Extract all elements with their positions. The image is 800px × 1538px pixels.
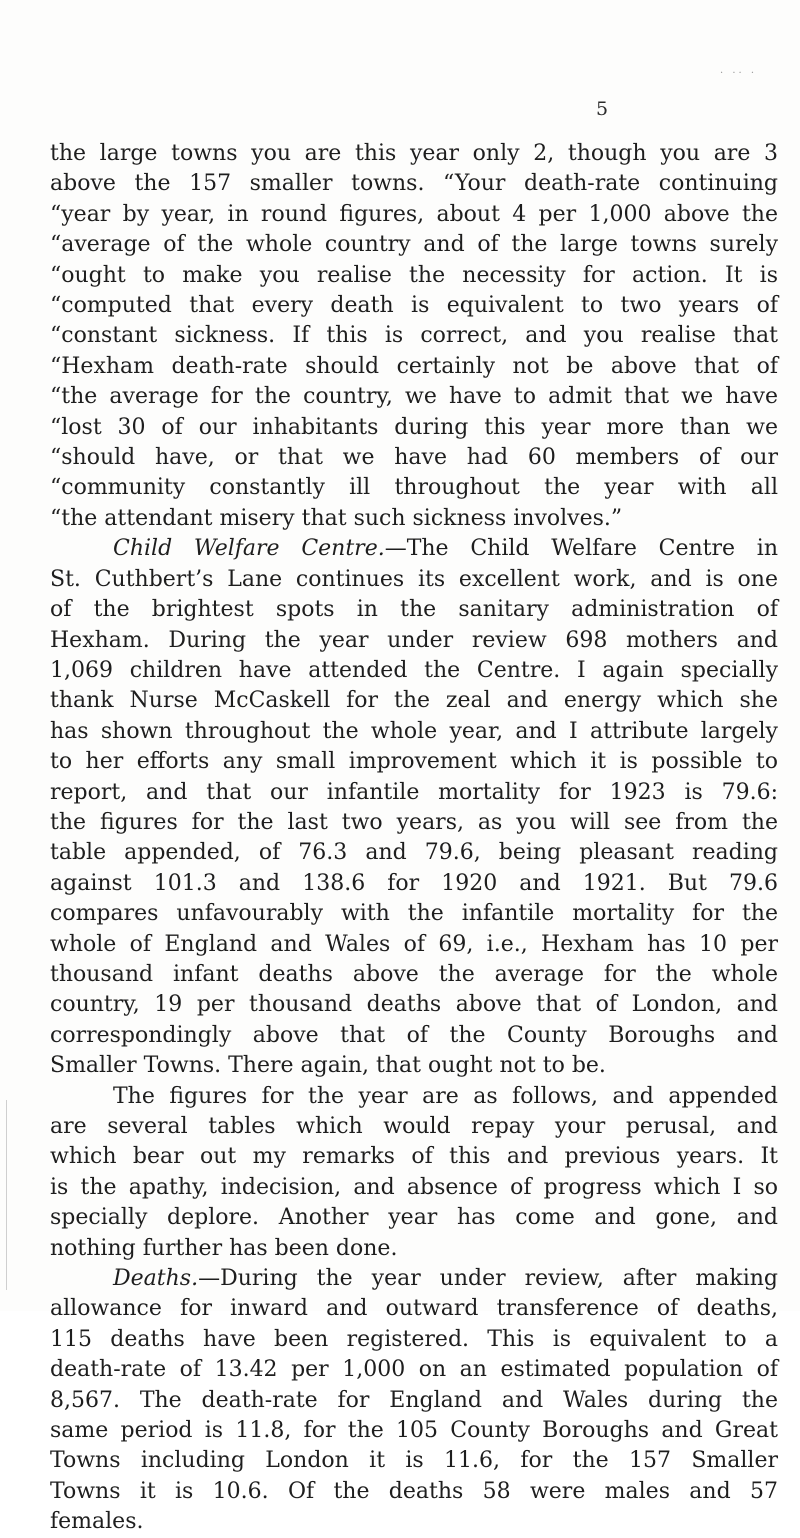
text-line: Hexham. During the year under review 698 mothers and xyxy=(50,627,778,653)
text-line: “the attendant misery that such sickness involves.” xyxy=(50,505,623,531)
page-number: 5 xyxy=(596,98,609,120)
text-line: “the average for the country, we have to admit that we have xyxy=(50,384,778,410)
text-line xyxy=(50,534,778,564)
text-line: whole of England and Wales of 69, i.e., Hexham has 10 per xyxy=(50,931,778,957)
scan-edge-line xyxy=(6,1100,7,1290)
text-line: is the apathy, indecision, and absence of progress which I so xyxy=(50,1174,778,1200)
section-heading-child-welfare: Child Welfare Centre. xyxy=(113,536,385,562)
text-line: report, and that our infantile mortality for 1923 is 79.6: xyxy=(50,779,778,805)
text-line: Towns including London it is 11.6, for the 157 Smaller xyxy=(50,1448,778,1474)
paragraph-child-welfare xyxy=(50,534,778,1081)
text-line: specially deplore. Another year has come and gone, and xyxy=(50,1205,778,1231)
text-run: —During the year under review, after making xyxy=(198,1266,778,1292)
text-line: the figures for the last two years, as you will see from the xyxy=(50,809,778,835)
text-line: St. Cuthbert’s Lane continues its excellent work, and is one xyxy=(50,566,778,592)
text-line: country, 19 per thousand deaths above that of London, and xyxy=(50,992,778,1018)
text-line: which bear out my remarks of this and previous years. It xyxy=(50,1144,778,1170)
text-run: —The Child Welfare Centre in xyxy=(384,536,778,562)
text-line: same period is 11.8, for the 105 County Boroughs and Great xyxy=(50,1418,778,1444)
text-line: “constant sickness. If this is correct, and you realise that xyxy=(50,323,778,349)
text-line: against 101.3 and 138.6 for 1920 and 1921. But 79.6 xyxy=(50,870,778,896)
text-line xyxy=(50,1264,778,1294)
text-line: 115 deaths have been registered. This is equivalent to a xyxy=(50,1326,778,1352)
text-line: 8,567. The death-rate for England and Wales during the xyxy=(50,1387,778,1413)
text-line: has shown throughout the whole year, and I attribute largely xyxy=(50,718,778,744)
text-line: are several tables which would repay your perusal, and xyxy=(50,1114,778,1139)
paragraph-quotation xyxy=(50,139,778,534)
text-line: thank Nurse McCaskell for the zeal and energy which she xyxy=(50,688,778,714)
scan-specks: · ·· · xyxy=(720,68,758,79)
text-line: Smaller Towns. There again, that ought not to be. xyxy=(50,1053,606,1079)
text-line: to her efforts any small improvement which it is possible to xyxy=(50,749,778,775)
text-line: allowance for inward and outward transference of deaths, xyxy=(50,1296,778,1322)
text-line: table appended, of 76.3 and 79.6, being pleasant reading xyxy=(50,840,778,866)
text-line: females. xyxy=(50,1509,144,1535)
text-line: “computed that every death is equivalent to two years of xyxy=(50,293,778,319)
text-line: nothing further has been done. xyxy=(50,1235,398,1261)
text-line: death-rate of 13.42 per 1,000 on an estimated population of xyxy=(50,1357,778,1383)
text-line: “lost 30 of our inhabitants during this year more than we xyxy=(50,414,778,440)
text-line: “community constantly ill throughout the year with all xyxy=(50,475,778,501)
text-line: The figures for the year are as follows, and appended xyxy=(113,1083,778,1109)
body-text xyxy=(50,139,778,1538)
text-line: “should have, or that we have had 60 members of our xyxy=(50,445,778,471)
text-line: “average of the whole country and of the large towns surely xyxy=(50,232,778,258)
text-line: correspondingly above that of the County Boroughs and xyxy=(50,1022,778,1048)
text-line: Towns it is 10.6. Of the deaths 58 were males and 57 xyxy=(50,1478,778,1504)
text-line: compares unfavourably with the infantile mortality for the xyxy=(50,901,778,927)
text-line: 1,069 children have attended the Centre. I again specially xyxy=(50,657,778,683)
text-line: “Hexham death-rate should certainly not be above that of xyxy=(50,353,778,379)
text-line: “year by year, in round figures, about 4 per 1,000 above the xyxy=(50,201,778,227)
text-line: the large towns you are this year only 2, though you are 3 xyxy=(50,141,778,166)
section-heading-deaths: Deaths. xyxy=(113,1266,199,1292)
paragraph-deaths xyxy=(50,1264,778,1538)
text-line: above the 157 smaller towns. “Your death-rate continuing xyxy=(50,171,778,197)
text-line: thousand infant deaths above the average for the whole xyxy=(50,961,778,987)
text-line: “ought to make you realise the necessity for action. It is xyxy=(50,262,778,288)
text-line: of the brightest spots in the sanitary administration of xyxy=(50,597,778,623)
paragraph-figures xyxy=(50,1082,778,1264)
